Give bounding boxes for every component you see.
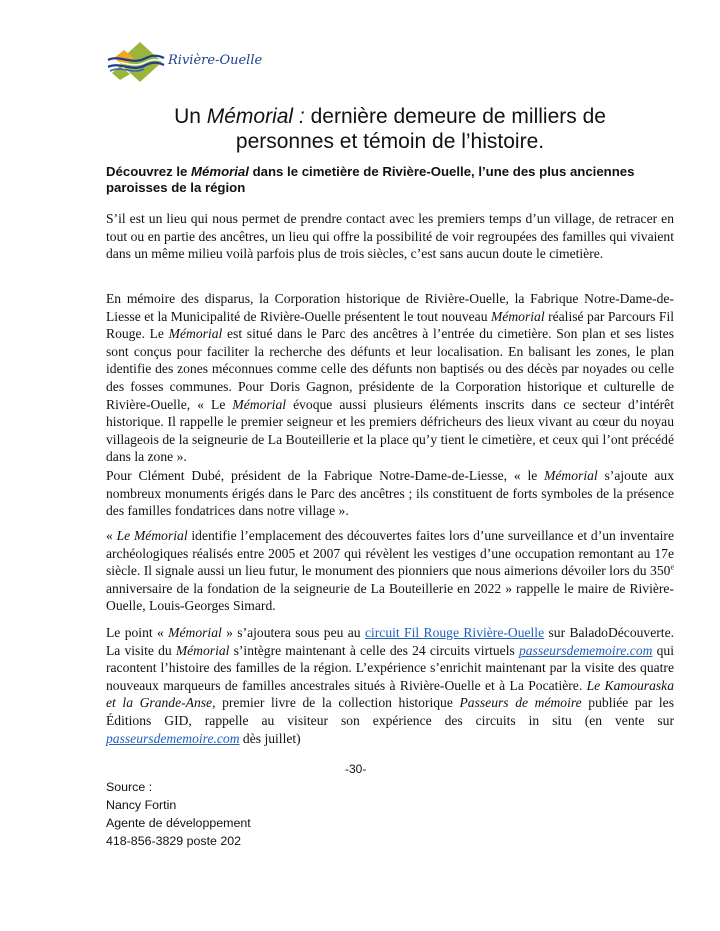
- paragraph-intro: S’il est un lieu qui nous permet de prendre contact avec les premiers temps d’un village, de retracer en tout ou en partie des ancêtres, un lieu qui offre la possibilité de voir regroupées des familles qui vivaient dans un même milieu voilà parfois plus de trois siècles, c’est sans aucun doute le cimetière.: [106, 211, 674, 262]
- text: réalisé par Parcours Fil Rouge. Le: [106, 308, 674, 342]
- italic-text: Mémorial: [490, 308, 545, 324]
- text: «: [106, 528, 117, 543]
- title-text: dernière demeure de milliers de: [304, 105, 606, 128]
- italic-text: Mémorial: [175, 642, 230, 658]
- text: s’intègre maintenant à celle des 24 circuits virtuels: [229, 642, 519, 658]
- text: sur BaladoDécouverte. La visite du: [106, 625, 674, 658]
- text: dès juillet): [239, 730, 301, 746]
- subtitle-text: dans le cimetière de Rivière-Ouelle, l’une des plus anciennes paroisses de la région: [106, 164, 635, 195]
- subtitle-text: Découvrez le: [106, 164, 192, 179]
- superscript: e: [670, 562, 674, 572]
- paragraph-dube-quote: [106, 467, 674, 520]
- source-name: Nancy Fortin: [106, 798, 177, 812]
- page-title: [100, 104, 680, 154]
- logo-text: Rivière-Ouelle: [168, 53, 263, 68]
- paragraph-mayor-quote: [106, 527, 674, 615]
- source-role: Agente de développement: [106, 816, 251, 830]
- italic-text: Le Kamouraska et la Grande-Anse: [106, 677, 675, 711]
- title-text: Un: [174, 105, 207, 128]
- italic-text: Mémorial: [232, 396, 287, 412]
- text: s’ajoute aux nombreux monuments érigés dans le Parc des ancêtres ; ils constituent de forts symboles de la présence des familles fondatrices dans notre village ».: [106, 468, 674, 519]
- text: identifie l’emplacement des découvertes faites lors d’une surveillance et d’un inventaire archéologiques réalisés entre 2005 et 2007 qui révèlent les vestiges d’une occupation remontant au 17e siècle. Il signale aussi un lieu futur, le monument des pionniers que nous aimerions dévoiler lors du 350: [106, 528, 674, 579]
- italic-text: Mémorial: [168, 625, 222, 640]
- paragraph-circuit: [106, 624, 674, 747]
- text: anniversaire de la fondation de la seigneurie de La Bouteillerie en 2022 » rappelle le maire de Rivière-Ouelle, Louis-Georges Simard.: [106, 580, 674, 614]
- text: En mémoire des disparus, la Corporation historique de Rivière-Ouelle, la Fabrique Notre-Dame-de-Liesse et la Municipalité de Rivière-Ouelle présentent le tout nouveau: [106, 291, 674, 324]
- title-line-2: personnes et témoin de l’histoire.: [235, 130, 545, 153]
- source-phone: 418-856-3829 poste 202: [106, 834, 242, 848]
- text: publiée par les Éditions GID, rappelle au visiteur son expérience des circuits in situ (en vente sur: [106, 695, 674, 728]
- text: qui racontent l’histoire des familles de la région. L’expérience s’enrichit maintenant par la visite des quatre nouveaux marqueurs de familles ancestrales situés à Rivière-Ouelle et à La Pocatière.: [106, 642, 674, 693]
- end-mark: -30-: [345, 762, 367, 776]
- italic-text: Le Mémorial: [116, 528, 188, 543]
- subtitle-italic: Mémorial: [191, 164, 249, 179]
- source-block: [106, 778, 251, 850]
- passeursdememoire-link[interactable]: passeursdememoire.com: [518, 642, 653, 658]
- riviere-ouelle-logo: [106, 40, 266, 84]
- text: » s’ajoutera sous peu au: [221, 625, 365, 640]
- circuit-fil-rouge-link[interactable]: circuit Fil Rouge Rivière-Ouelle: [364, 625, 545, 640]
- text: évoque aussi plusieurs éléments inscrits dans ce secteur d’intérêt historique. Il rappelle le premier seigneur et les premiers défricheurs des lieux vivant au cœur du noyau villageois de la seigneurie de La Bouteillerie et la place qu’y tient le cimetière, et ceux qui l’ont précédé dans la zone ».: [106, 396, 674, 465]
- subtitle: [106, 164, 680, 196]
- source-label: Source :: [106, 780, 153, 794]
- text: est situé dans le Parc des ancêtres à l’entrée du cimetière. Son plan et ses listes sont conçus pour faciliter la recherche des défunts et leur localisation. En balisant les zones, le plan identifie des zones méconnues comme celle des défunts non baptisés ou des décès par noyades ou celle des fosses communes. Pour Doris Gagnon, présidente de la Corporation historique et culturelle de Rivière-Ouelle, « Le: [106, 326, 674, 412]
- passeursdememoire-link-2[interactable]: passeursdememoire.com: [106, 730, 240, 746]
- logo-emblem-icon: [106, 40, 166, 84]
- text: , premier livre de la collection historique: [212, 695, 460, 711]
- italic-text: Mémorial: [544, 468, 598, 483]
- italic-text: Passeurs de mémoire: [459, 695, 582, 711]
- text: Pour Clément Dubé, président de la Fabrique Notre-Dame-de-Liesse, « le: [106, 468, 545, 483]
- title-italic: Mémorial :: [206, 105, 305, 128]
- italic-text: Mémorial: [168, 326, 223, 342]
- paragraph-memorial: [106, 290, 674, 466]
- text: Le point «: [106, 625, 169, 640]
